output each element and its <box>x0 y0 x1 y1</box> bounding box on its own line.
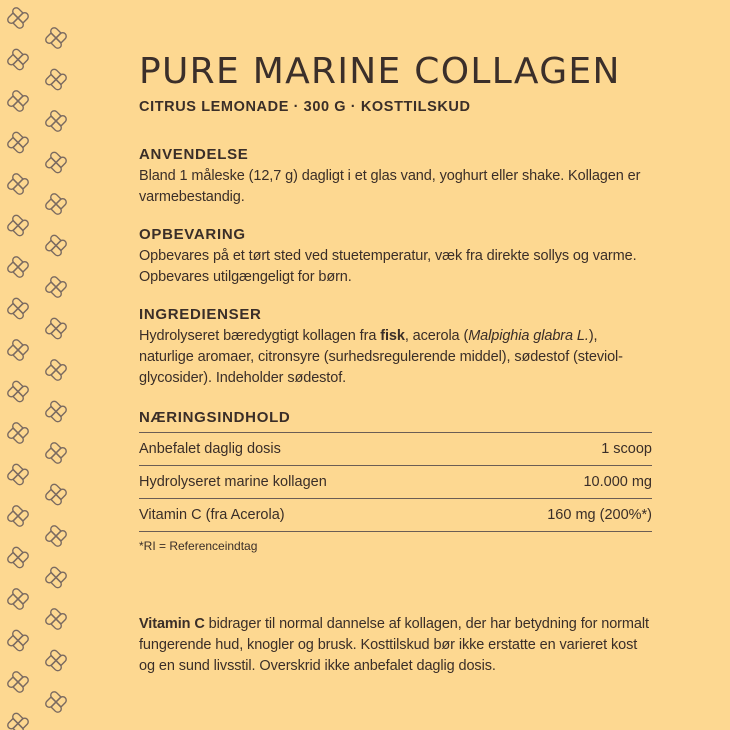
clover-icon <box>6 463 29 486</box>
clover-icon <box>44 649 67 672</box>
clover-icon <box>44 151 67 174</box>
product-subtitle: CITRUS LEMONADE · 300 G · KOSTTILSKUD <box>139 99 471 115</box>
clover-icon <box>6 421 29 444</box>
clover-icon <box>6 338 29 361</box>
usage-heading: ANVENDELSE <box>139 146 249 163</box>
clover-icon <box>6 587 29 610</box>
ingredients-allergen: fisk <box>380 328 405 344</box>
nutrition-row <box>139 499 652 532</box>
clover-icon <box>44 26 67 49</box>
health-claim-body: bidrager til normal dannelse af kollagen, der har betydning for normalt fungerende hud, knogler og brusk. Kosttilskud bør ikke erstatte en varieret kost og en sund livsstil. Overskrid ikke anbefalet daglig dosis. <box>139 616 649 674</box>
clover-icon <box>44 690 67 713</box>
ingredients-section <box>139 306 652 389</box>
clover-icon <box>6 629 29 652</box>
health-claim-nutrient: Vitamin C <box>139 616 205 632</box>
clover-icon <box>44 358 67 381</box>
clover-icon <box>6 214 29 237</box>
clover-icon <box>44 317 67 340</box>
clover-icon <box>6 670 29 693</box>
clover-icon <box>44 275 67 298</box>
nutrition-footnote: *RI = Referenceindtag <box>139 539 258 553</box>
label-content <box>139 50 652 553</box>
storage-heading: OPBEVARING <box>139 226 246 243</box>
clover-icon <box>44 192 67 215</box>
ingredients-part: , acerola ( <box>404 328 469 344</box>
ingredients-part: Hydrolyseret bæredygtigt kollagen fra <box>139 328 381 344</box>
usage-text: Bland 1 måleske (12,7 g) dagligt i et glas vand, yoghurt eller shake. Kollagen er varmebestandig. <box>139 168 641 205</box>
health-claim-text <box>139 614 652 677</box>
clover-icon <box>6 6 29 29</box>
clover-icon <box>6 48 29 71</box>
nutrition-row <box>139 466 652 499</box>
product-title: PURE MARINE COLLAGEN <box>139 51 621 92</box>
health-claim <box>139 614 652 677</box>
ingredients-text <box>139 326 652 389</box>
clover-icon <box>6 546 29 569</box>
clover-icon <box>44 68 67 91</box>
clover-icon <box>44 400 67 423</box>
clover-icon <box>44 566 67 589</box>
storage-section <box>139 226 652 288</box>
nutrition-label: Vitamin C (fra Acerola) <box>139 499 468 532</box>
clover-icon <box>6 172 29 195</box>
nutrition-label: Hydrolyseret marine kollagen <box>139 466 468 499</box>
storage-text: Opbevares på et tørt sted ved stuetemperatur, væk fra direkte sollys og varme. Opbevares utilgængeligt for børn. <box>139 248 637 285</box>
clover-icon <box>44 483 67 506</box>
nutrition-row <box>139 433 652 466</box>
nutrition-value: 10.000 mg <box>468 466 652 499</box>
clover-pattern-decoration <box>0 0 80 730</box>
usage-section <box>139 146 652 208</box>
nutrition-table <box>139 433 652 532</box>
clover-icon <box>44 109 67 132</box>
clover-icon <box>6 131 29 154</box>
clover-icon <box>44 607 67 630</box>
nutrition-value: 160 mg (200%*) <box>468 499 652 532</box>
ingredients-part: ), naturlige aromaer, citronsyre (surhedsregulerende middel), sødestof (steviol-glycosider). Indeholder sødestof. <box>139 328 623 386</box>
nutrition-value: 1 scoop <box>468 433 652 466</box>
clover-icon <box>44 524 67 547</box>
clover-icon <box>6 255 29 278</box>
clover-icon <box>6 504 29 527</box>
nutrition-label: Anbefalet daglig dosis <box>139 433 468 466</box>
ingredients-heading: INGREDIENSER <box>139 306 262 323</box>
clover-icon <box>44 234 67 257</box>
clover-icon <box>6 297 29 320</box>
clover-icon <box>6 89 29 112</box>
nutrition-heading: NÆRINGSINDHOLD <box>139 409 652 433</box>
clover-icon <box>6 712 29 730</box>
clover-icon <box>6 380 29 403</box>
clover-icon <box>44 441 67 464</box>
ingredients-latin-name: Malpighia glabra L. <box>468 328 589 344</box>
